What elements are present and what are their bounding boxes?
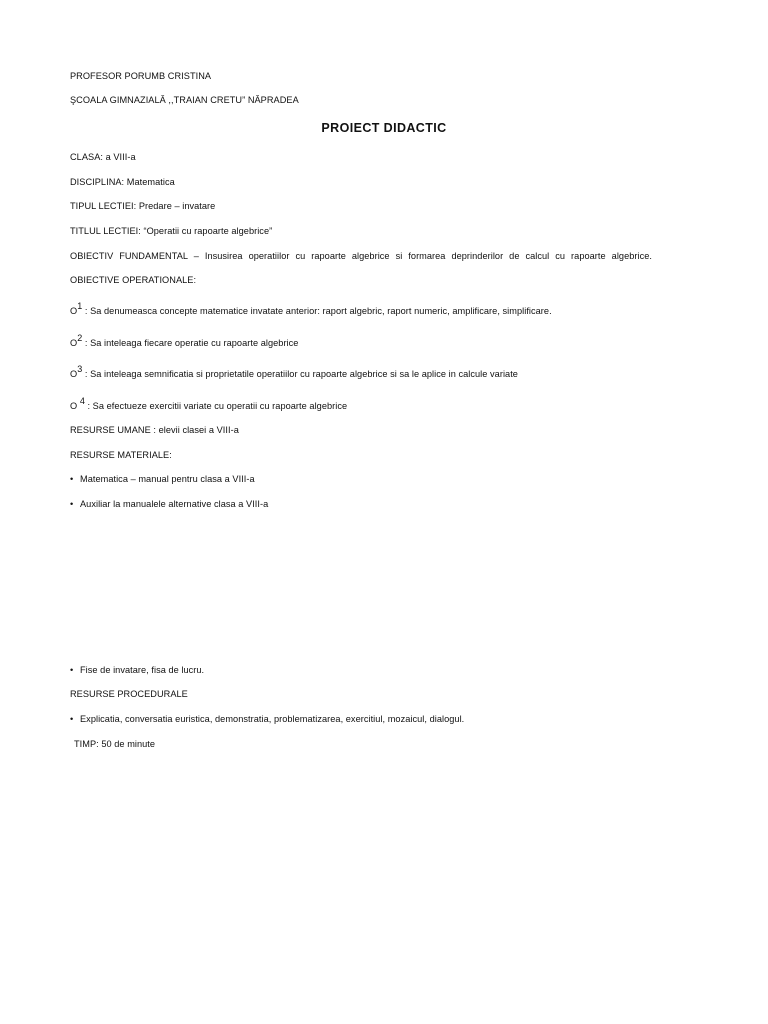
objective-row	[70, 332, 299, 349]
list-item: • Fise de invatare, fisa de lucru.	[70, 665, 205, 675]
field-obiectiv-fundamental: OBIECTIV FUNDAMENTAL – Insusirea operatiilor cu rapoarte algebrice si formarea deprinderilor de calcul cu rapoarte algebrice.	[70, 251, 652, 261]
field-tipul-lectiei: TIPUL LECTIEI: Predare – invatare	[70, 201, 216, 211]
objective-text: : Sa efectueze exercitii variate cu operatii cu rapoarte algebrice	[84, 401, 348, 411]
objective-row	[70, 300, 552, 317]
objective-label: $O^2$	[70, 332, 83, 348]
objective-text: : Sa inteleaga semnificatia si proprietatile operatiilor cu rapoarte algebrice si sa le aplice in calcule variate	[82, 369, 518, 379]
list-item: • Auxiliar la manualele alternative clasa a VIII-a	[70, 499, 269, 509]
list-item: • Matematica – manual pentru clasa a VIII-a	[70, 474, 255, 484]
objective-text: : Sa denumeasca concepte matematice invatate anterior: raport algebric, raport numeric, amplificare, simplificare.	[82, 306, 552, 316]
school-name: ŞCOALA GIMNAZIALĂ ,,TRAIAN CRETU” NĂPRADEA	[70, 95, 299, 105]
resurse-umane: RESURSE UMANE : elevii clasei a VIII-a	[70, 425, 239, 435]
resurse-materiale-label: RESURSE MATERIALE:	[70, 450, 172, 460]
objective-label: O $^4$	[70, 395, 85, 411]
objective-row	[70, 363, 518, 380]
field-obiective-operationale: OBIECTIVE OPERATIONALE:	[70, 275, 197, 285]
bullet-icon: •	[70, 499, 74, 509]
bullet-icon: •	[70, 665, 74, 675]
list-item: • Explicatia, conversatia euristica, demonstratia, problematizarea, exercitiul, mozaicul, dialogul.	[70, 714, 465, 724]
field-titlul-lectiei: TITLUL LECTIEI: “Operatii cu rapoarte algebrice”	[70, 226, 273, 236]
bullet-icon: •	[70, 714, 74, 724]
field-clasa: CLASA: a VIII-a	[70, 152, 136, 162]
bullet-icon: •	[70, 474, 74, 484]
resurse-procedurale-label: RESURSE PROCEDURALE	[70, 689, 188, 699]
objective-label: $O^3$	[70, 363, 83, 379]
timp: TIMP: 50 de minute	[74, 739, 156, 749]
teacher-name: PROFESOR PORUMB CRISTINA	[70, 71, 212, 81]
field-disciplina: DISCIPLINA: Matematica	[70, 177, 175, 187]
objective-row	[70, 395, 348, 412]
objective-label: $O^1$	[70, 300, 83, 316]
objective-text: : Sa inteleaga fiecare operatie cu rapoarte algebrice	[82, 338, 299, 348]
document-title: PROIECT DIDACTIC	[321, 121, 447, 135]
